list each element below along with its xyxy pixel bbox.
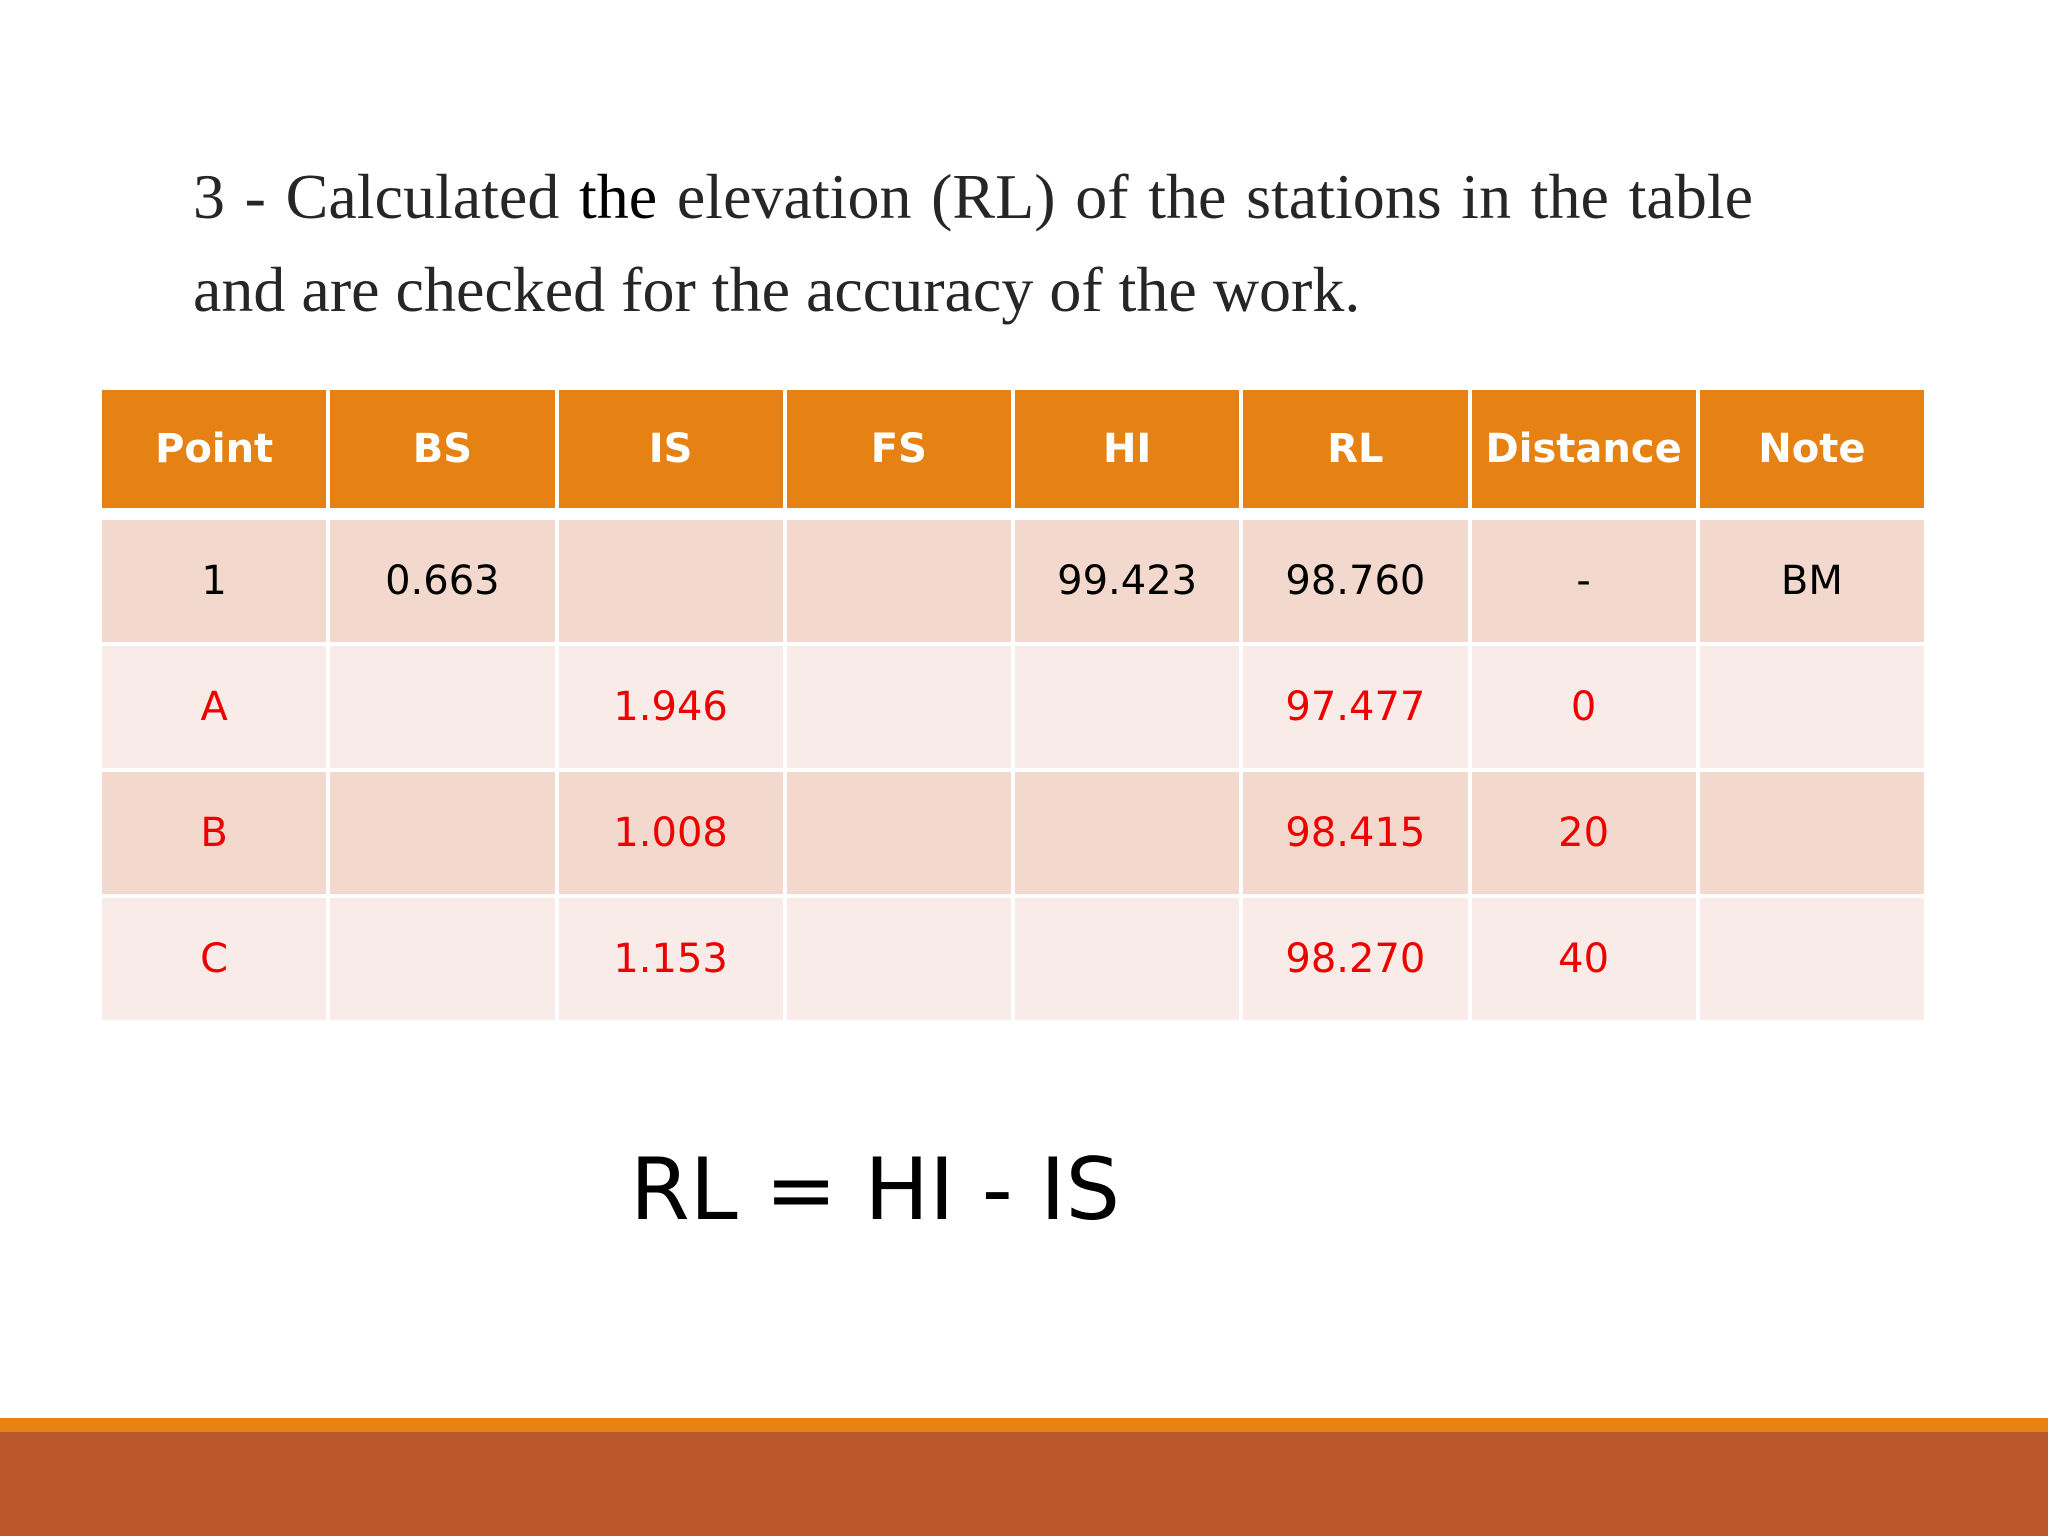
cell-hi: 99.423 (1015, 520, 1239, 642)
cell-fs (787, 520, 1011, 642)
heading-part-2: elevation (RL) of the stations in the table and are checked for the accuracy of the work. (193, 161, 1754, 325)
cell-fs (787, 772, 1011, 894)
cell-distance: 0 (1472, 646, 1696, 768)
header-rl: RL (1243, 390, 1467, 516)
cell-rl: 98.270 (1243, 898, 1467, 1020)
cell-distance: - (1472, 520, 1696, 642)
cell-is: 1.153 (559, 898, 783, 1020)
cell-distance: 20 (1472, 772, 1696, 894)
footer-band (0, 1432, 2048, 1536)
cell-bs: 0.663 (330, 520, 554, 642)
cell-rl: 98.415 (1243, 772, 1467, 894)
cell-is (559, 520, 783, 642)
cell-fs (787, 898, 1011, 1020)
heading-emphasis: the (579, 161, 658, 232)
footer-accent-line (0, 1418, 2048, 1432)
header-note: Note (1700, 390, 1924, 516)
cell-note (1700, 772, 1924, 894)
cell-note: BM (1700, 520, 1924, 642)
cell-point: B (102, 772, 326, 894)
slide-heading (193, 150, 1753, 336)
cell-rl: 98.760 (1243, 520, 1467, 642)
table-row (102, 520, 1924, 642)
cell-note (1700, 898, 1924, 1020)
header-distance: Distance (1472, 390, 1696, 516)
cell-fs (787, 646, 1011, 768)
cell-point: A (102, 646, 326, 768)
header-is: IS (559, 390, 783, 516)
cell-hi (1015, 898, 1239, 1020)
leveling-table (98, 386, 1928, 1024)
table-row (102, 646, 1924, 768)
header-bs: BS (330, 390, 554, 516)
cell-point: C (102, 898, 326, 1020)
rl-formula: RL = HI - IS (630, 1140, 1121, 1240)
table-header-row (102, 390, 1924, 516)
cell-is: 1.008 (559, 772, 783, 894)
cell-hi (1015, 772, 1239, 894)
cell-rl: 97.477 (1243, 646, 1467, 768)
cell-hi (1015, 646, 1239, 768)
header-fs: FS (787, 390, 1011, 516)
cell-distance: 40 (1472, 898, 1696, 1020)
cell-is: 1.946 (559, 646, 783, 768)
cell-bs (330, 646, 554, 768)
cell-bs (330, 772, 554, 894)
cell-note (1700, 646, 1924, 768)
cell-bs (330, 898, 554, 1020)
header-point: Point (102, 390, 326, 516)
table-row (102, 898, 1924, 1020)
cell-point: 1 (102, 520, 326, 642)
heading-part-1: 3 - Calculated (193, 161, 580, 232)
table-row (102, 772, 1924, 894)
header-hi: HI (1015, 390, 1239, 516)
